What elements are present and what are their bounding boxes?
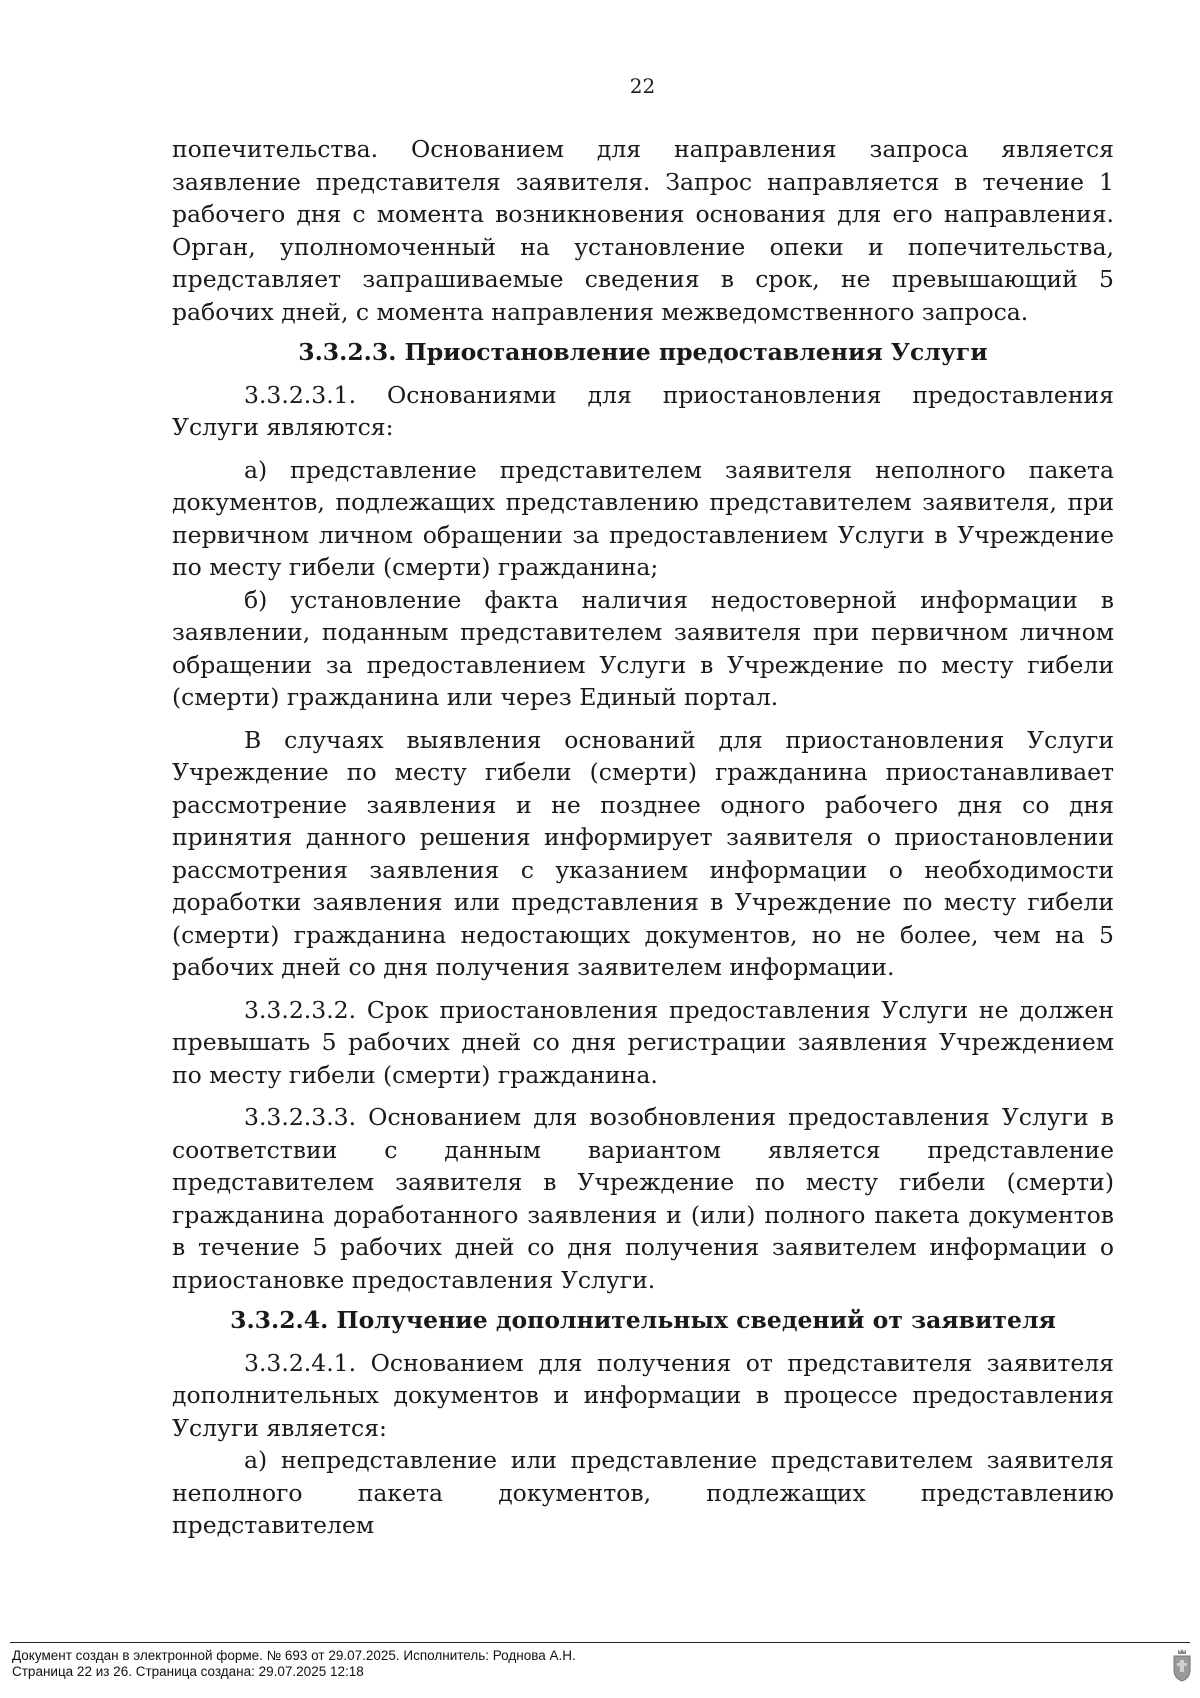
paragraph-3-3-2-3-3: 3.3.2.3.3. Основанием для возобновления предоставления Услуги в соответствии с данным вариантом является представление представителем заявителя в Учреждение по месту гибели (смерти) гражданина доработанного заявления и (или) полного пакета документов в течение 5 рабочих дней со дня получения заявителем информации о приостановке предоставления Услуги.	[172, 1103, 1114, 1294]
paragraph-3-3-2-4-1: 3.3.2.4.1. Основанием для получения от представителя заявителя дополнительных документов и информации в процессе предоставления Услуги является:	[172, 1348, 1114, 1442]
paragraph-item-a: а) представление представителем заявителя неполного пакета документов, подлежащих представлению представителем заявителя, при первичном личном обращении за предоставлением Услуги в Учреждение по месту гибели (смерти) гражданина;	[172, 455, 1114, 581]
page-number: 22	[629, 74, 656, 98]
paragraph-3-3-2-3-2: 3.3.2.3.2. Срок приостановления предоставления Услуги не должен превышать 5 рабочих дней со дня регистрации заявления Учреждением по месту гибели (смерти) гражданина.	[172, 995, 1114, 1089]
paragraph-item-b: б) установление факта наличия недостоверной информации в заявлении, поданным представителем заявителя при первичном личном обращении за предоставлением Услуги в Учреждение по месту гибели (смерти) гражданина или через Единый портал.	[172, 585, 1114, 711]
paragraph-suspension-cases: В случаях выявления оснований для приостановления Услуги Учреждение по месту гибели (смерти) гражданина приостанавливает рассмотрение заявления и не позднее одного рабочего дня со дня принятия данного решения информирует заявителя о приостановлении рассмотрения заявления с указанием информации о необходимости доработки заявления или представления в Учреждение по месту гибели (смерти) гражданина недостающих документов, но не более, чем на 5 рабочих дней со дня получения заявителем информации.	[172, 725, 1114, 981]
document-footer	[12, 1648, 576, 1680]
document-body	[172, 133, 1114, 1542]
coat-of-arms-icon	[1172, 1648, 1192, 1682]
paragraph-3-3-2-3-1: 3.3.2.3.1. Основаниями для приостановления предоставления Услуги являются:	[172, 380, 1114, 441]
paragraph-continuation: попечительства. Основанием для направления запроса является заявление представителя заявителя. Запрос направляется в течение 1 рабочего дня с момента возникновения основания для его направления. Орган, уполномоченный на установление опеки и попечительства, представляет запрашиваемые сведения в срок, не превышающий 5 рабочих дней, с момента направления межведомственного запроса.	[172, 135, 1114, 326]
section-heading-3-3-2-3: 3.3.2.3. Приостановление предоставления Услуги	[298, 338, 988, 366]
footer-line-document-info: Документ создан в электронной форме. № 693 от 29.07.2025. Исполнитель: Роднова А.Н.	[12, 1648, 576, 1663]
section-heading-3-3-2-4: 3.3.2.4. Получение дополнительных сведений от заявителя	[230, 1306, 1056, 1334]
paragraph-item-a-2: а) непредставление или представление представителем заявителя неполного пакета документов, подлежащих представлению представителем	[172, 1446, 1114, 1539]
footer-divider	[10, 1642, 1190, 1643]
footer-line-page-info: Страница 22 из 26. Страница создана: 29.07.2025 12:18	[12, 1664, 364, 1679]
